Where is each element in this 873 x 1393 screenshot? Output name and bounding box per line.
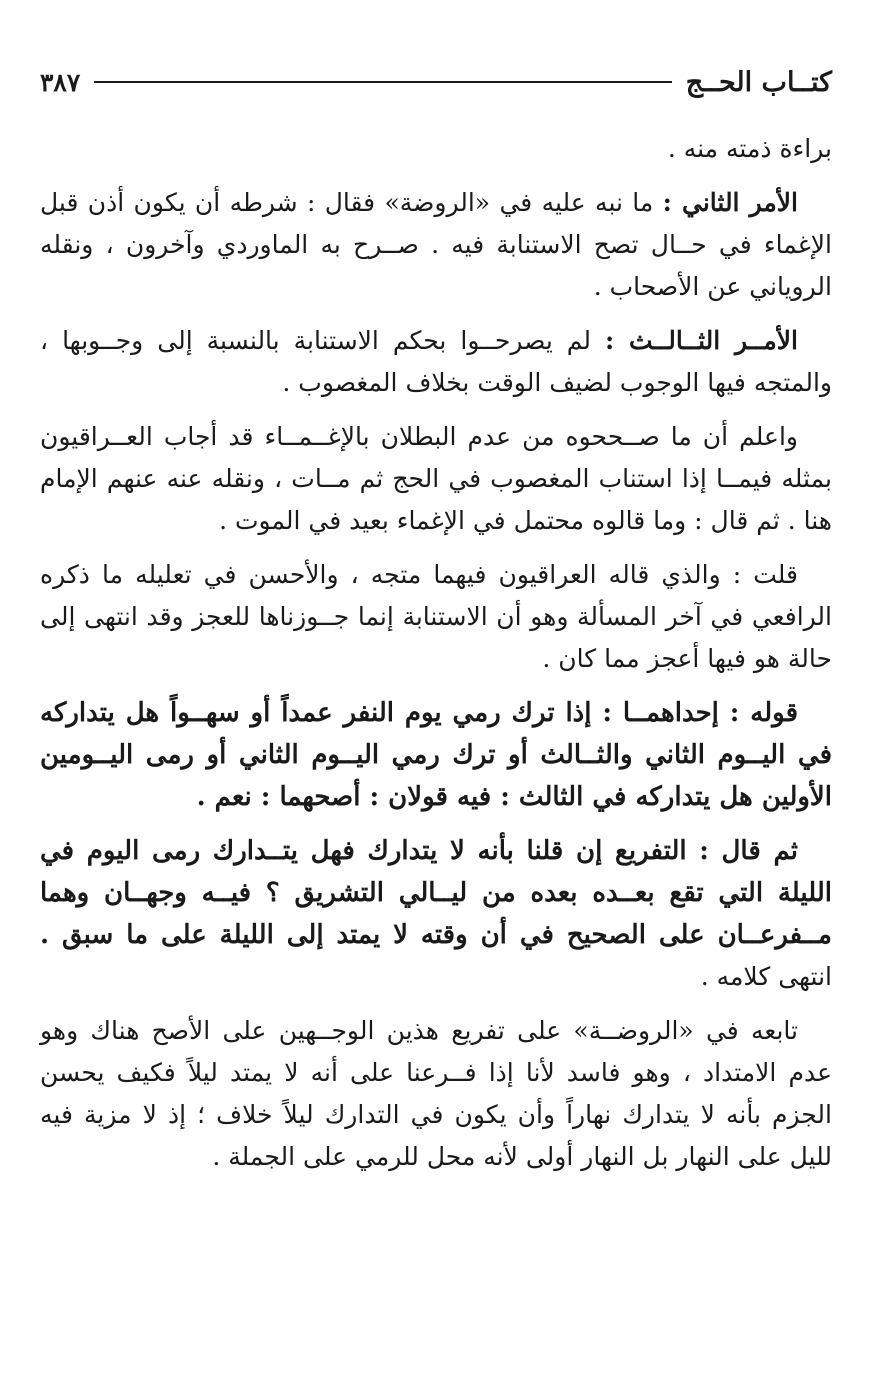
paragraph-text: قلت : والذي قاله العراقيون فيهما متجه ، والأحسن في تعليله ما ذكره الرافعي في آخر المسألة وهو أن الاستنابة إنما جــوزناها للعجز وقد انتهى إلى حالة هو فيها أعجز مما كان . [40, 560, 832, 673]
paragraph-text: براءة ذمته منه . [667, 134, 832, 163]
paragraph-lead: الأمــر الثــالــث : [605, 326, 798, 355]
page-header [40, 62, 832, 102]
paragraph-quote-first [40, 692, 832, 818]
paragraph-followed-him [40, 1010, 832, 1178]
header-rule [94, 81, 671, 83]
paragraph-text: ثم قال : التفريع إن قلنا بأنه لا يتدارك فهل يتــدارك رمى اليوم في الليلة التي تقع بعــده بعده من ليــالي التشريق ؟ فيــه وجهــان وهما مــفرعــان على الصحيح في أن وقته لا يمتد إلى الليلة على ما سبق . [40, 836, 832, 950]
paragraph-text: لم يصرحــوا بحكم الاستنابة بالنسبة إلى وجــوبها ، والمتجه فيها الوجوب لضيف الوقت بخلاف المغصوب . [40, 326, 832, 397]
paragraph-text: واعلم أن ما صــححوه من عدم البطلان بالإغــمــاء قد أجاب العــراقيون بمثله فيمــا إذا استناب المغصوب في الحج ثم مــات ، ونقله عنه عنهم الإمام هنا . ثم قال : وما قالوه محتمل في الإغماء بعيد في الموت . [40, 422, 832, 535]
paragraph-know-that [40, 416, 832, 542]
paragraph-text: ما نبه عليه في «الروضة» فقال : شرطه أن يكون أذن قبل الإغماء في حــال تصح الاستنابة فيه . صــرح به الماوردي وآخرون ، ونقله الروياني عن الأصحاب . [40, 188, 832, 301]
paragraph-text: قوله : إحداهمــا : إذا ترك رمي يوم النفر عمداً أو سهــواً هل يتداركه في اليــوم الثاني والثــالث أو ترك رمي اليــوم الثاني أو رمى اليــومين الأولين هل يتداركه في الثالث : فيه قولان : أصحهما : نعم . [40, 698, 832, 812]
paragraph-second-matter [40, 182, 832, 308]
paragraph-tail: انتهى كلامه . [700, 962, 832, 991]
paragraph-continuation [40, 128, 832, 170]
paragraph-i-said [40, 554, 832, 680]
running-title: كتــاب الحــج [685, 66, 832, 98]
paragraph-quote-second [40, 830, 832, 998]
paragraph-lead: الأمر الثاني : [662, 188, 798, 217]
page-body [40, 128, 832, 1190]
paragraph-third-matter [40, 320, 832, 404]
page-number: ٣٨٧ [40, 67, 81, 97]
paragraph-text: تابعه في «الروضــة» على تفريع هذين الوجــهين على الأصح هناك وهو عدم الامتداد ، وهو فاسد لأنا إذا فــرعنا على أنه لا يمتد ليلاً فكيف يحسن الجزم بأنه لا يتدارك نهاراً وأن يكون في التدارك ليلاً خلاف ؛ إذ لا مزية فيه لليل على النهار بل النهار أولى لأنه محل للرمي على الجملة . [40, 1016, 832, 1171]
